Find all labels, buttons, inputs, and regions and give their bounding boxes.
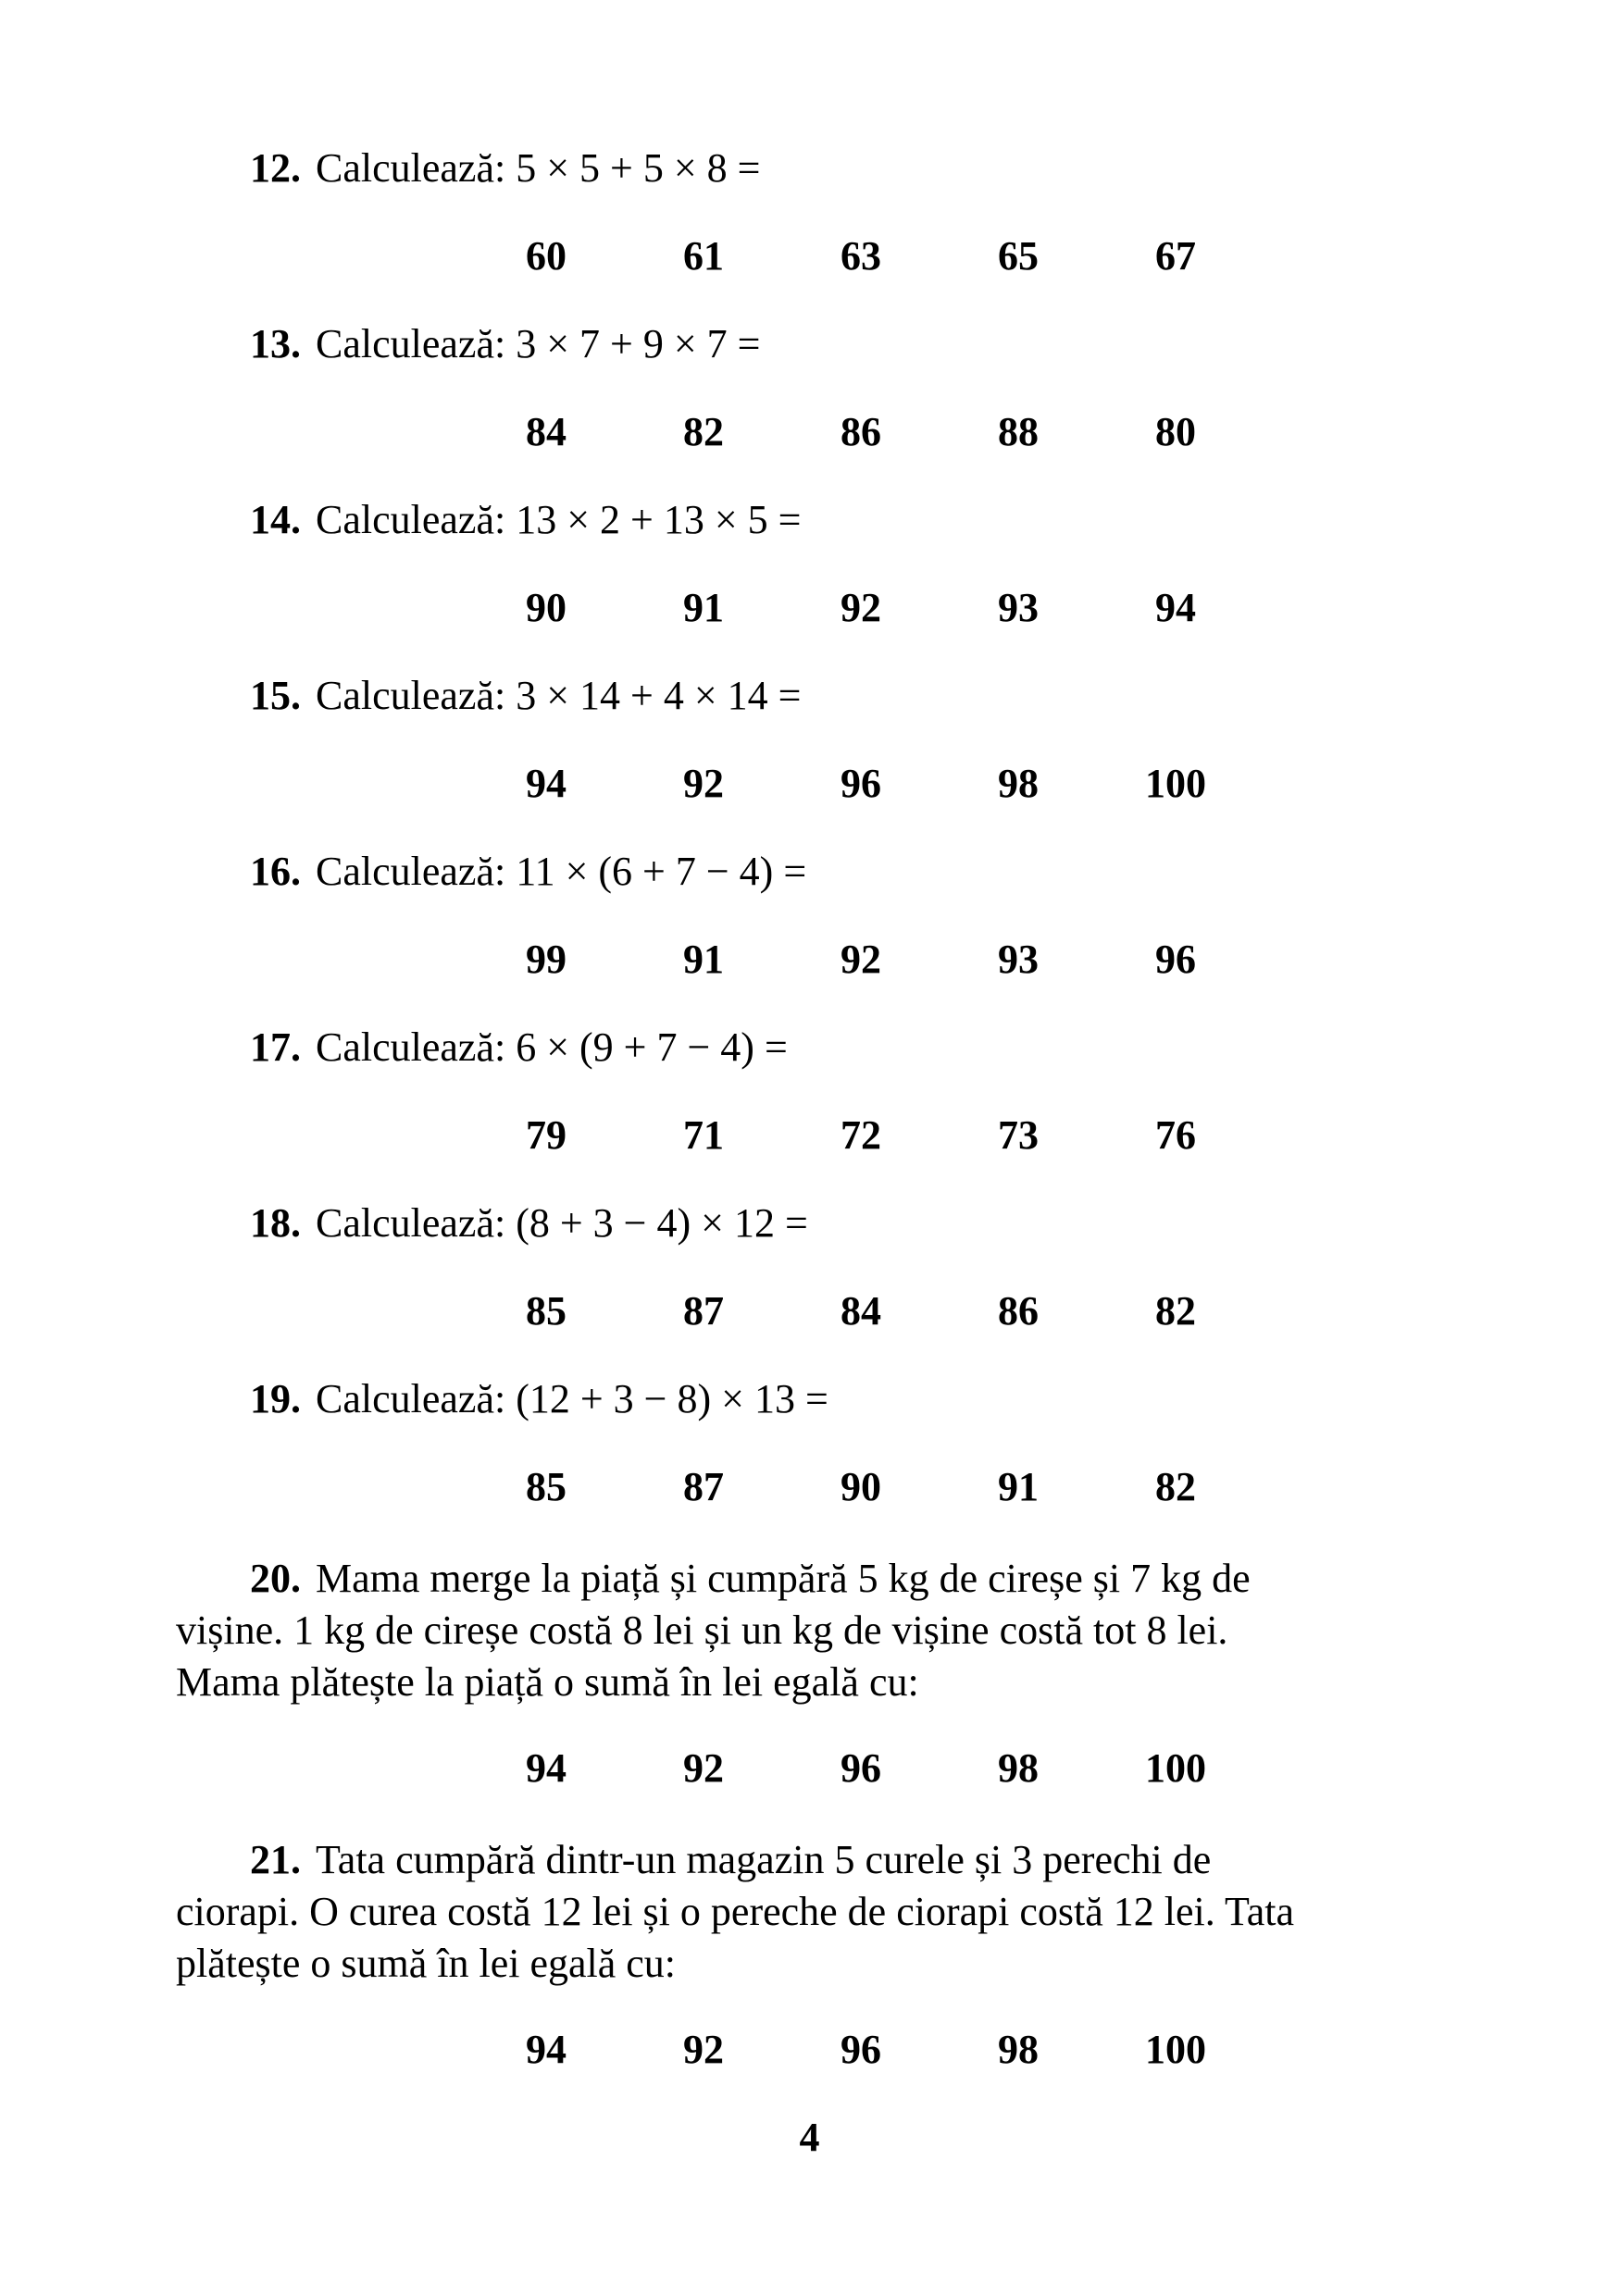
answer-choice: 92	[683, 761, 724, 806]
problem-statement-12: Calculează: 5 × 5 + 5 × 8 =	[316, 145, 761, 191]
problem-statement-19: Calculează: (12 + 3 − 8) × 13 =	[316, 1376, 828, 1421]
problem-number-14: 14.	[250, 497, 301, 542]
answer-choice: 100	[1145, 1745, 1206, 1791]
answer-choice: 91	[683, 937, 724, 982]
paragraph-20-text-1: Mama merge la piață și cumpără 5 kg de cireșe și 7 kg de	[316, 1556, 1251, 1601]
answer-choice: 79	[526, 1112, 567, 1158]
answer-choice: 94	[1155, 585, 1196, 630]
paragraph-20-line-1	[176, 1553, 1472, 1605]
answer-choices-row-18	[504, 1289, 1217, 1334]
answer-choice: 94	[526, 1745, 567, 1791]
problem-number-13: 13.	[250, 321, 301, 366]
answer-choice: 96	[841, 761, 881, 806]
problem-statement-15: Calculează: 3 × 14 + 4 × 14 =	[316, 673, 802, 718]
answer-choice: 98	[998, 761, 1039, 806]
problem-statement-16: Calculează: 11 × (6 + 7 − 4) =	[316, 849, 807, 894]
answer-choice: 100	[1145, 2027, 1206, 2072]
answer-choice: 94	[526, 2027, 567, 2072]
answer-choice: 96	[841, 1745, 881, 1791]
answer-choices-row-14	[504, 586, 1217, 630]
answer-choices-row-19	[504, 1465, 1217, 1509]
answer-choice: 61	[683, 233, 724, 279]
answer-choice: 94	[526, 761, 567, 806]
answer-choice: 91	[998, 1464, 1039, 1509]
answer-choice: 99	[526, 937, 567, 982]
problem-line-15	[250, 674, 1619, 718]
problem-paragraph-21	[176, 1834, 1472, 1990]
answer-choice: 92	[683, 2027, 724, 2072]
paragraph-20-line-3: Mama plătește la piață o sumă în lei egală cu:	[176, 1659, 919, 1705]
problem-number-20: 20.	[250, 1556, 301, 1601]
answer-choice: 92	[683, 1745, 724, 1791]
problem-statement-18: Calculează: (8 + 3 − 4) × 12 =	[316, 1200, 808, 1246]
answer-choice: 90	[526, 585, 567, 630]
problem-line-16	[250, 850, 1619, 894]
paragraph-20-line-2: vișine. 1 kg de cireșe costă 8 lei și un kg de vișine costă tot 8 lei.	[176, 1607, 1228, 1653]
answer-choice: 84	[841, 1288, 881, 1334]
answer-choice: 82	[683, 409, 724, 454]
problem-line-13	[250, 322, 1619, 366]
answer-choice: 86	[841, 409, 881, 454]
answer-choice: 80	[1155, 409, 1196, 454]
problem-line-12	[250, 146, 1619, 191]
answer-choice: 100	[1145, 761, 1206, 806]
answer-choice: 90	[841, 1464, 881, 1509]
answer-choice: 85	[526, 1288, 567, 1334]
answer-choice: 93	[998, 585, 1039, 630]
problem-number-15: 15.	[250, 673, 301, 718]
problem-line-19	[250, 1377, 1619, 1421]
problem-statement-14: Calculează: 13 × 2 + 13 × 5 =	[316, 497, 802, 542]
answer-choice: 92	[841, 937, 881, 982]
answer-choice: 92	[841, 585, 881, 630]
answer-choice: 91	[683, 585, 724, 630]
answer-choice: 96	[1155, 937, 1196, 982]
answer-choice: 60	[526, 233, 567, 279]
problem-statement-17: Calculează: 6 × (9 + 7 − 4) =	[316, 1024, 788, 1070]
paragraph-21-line-2: ciorapi. O curea costă 12 lei și o pereche de ciorapi costă 12 lei. Tata	[176, 1889, 1295, 1934]
answer-choices-row-12	[504, 234, 1217, 279]
answer-choice: 63	[841, 233, 881, 279]
problem-number-18: 18.	[250, 1200, 301, 1246]
answer-choice: 96	[841, 2027, 881, 2072]
answer-choices-row-15	[504, 762, 1217, 806]
problem-line-14	[250, 498, 1619, 542]
answer-choice: 98	[998, 2027, 1039, 2072]
answer-choice: 85	[526, 1464, 567, 1509]
paragraph-21-line-1	[176, 1834, 1472, 1886]
answer-choices-row-16	[504, 937, 1217, 982]
problem-number-16: 16.	[250, 849, 301, 894]
problem-line-18	[250, 1201, 1619, 1246]
answer-choice: 65	[998, 233, 1039, 279]
answer-choice: 87	[683, 1288, 724, 1334]
problem-line-17	[250, 1025, 1619, 1070]
answer-choice: 72	[841, 1112, 881, 1158]
answer-choices-row-21	[504, 2028, 1217, 2072]
answer-choices-row-13	[504, 410, 1217, 454]
answer-choice: 86	[998, 1288, 1039, 1334]
answer-choices-row-20	[504, 1746, 1217, 1791]
answer-choice: 93	[998, 937, 1039, 982]
problem-paragraph-20	[176, 1553, 1472, 1708]
problem-statement-13: Calculează: 3 × 7 + 9 × 7 =	[316, 321, 761, 366]
answer-choice: 71	[683, 1112, 724, 1158]
answer-choice: 98	[998, 1745, 1039, 1791]
answer-choice: 67	[1155, 233, 1196, 279]
answer-choices-row-17	[504, 1113, 1217, 1158]
problem-number-12: 12.	[250, 145, 301, 191]
answer-choice: 87	[683, 1464, 724, 1509]
answer-choice: 82	[1155, 1464, 1196, 1509]
answer-choice: 84	[526, 409, 567, 454]
answer-choice: 73	[998, 1112, 1039, 1158]
answer-choice: 76	[1155, 1112, 1196, 1158]
answer-choice: 82	[1155, 1288, 1196, 1334]
paragraph-21-line-3: plătește o sumă în lei egală cu:	[176, 1941, 677, 1986]
page-number: 4	[799, 2115, 820, 2160]
answer-choice: 88	[998, 409, 1039, 454]
problem-number-19: 19.	[250, 1376, 301, 1421]
paragraph-21-text-1: Tata cumpără dintr-un magazin 5 curele și 3 perechi de	[316, 1837, 1212, 1882]
problem-number-17: 17.	[250, 1024, 301, 1070]
problem-number-21: 21.	[250, 1837, 301, 1882]
